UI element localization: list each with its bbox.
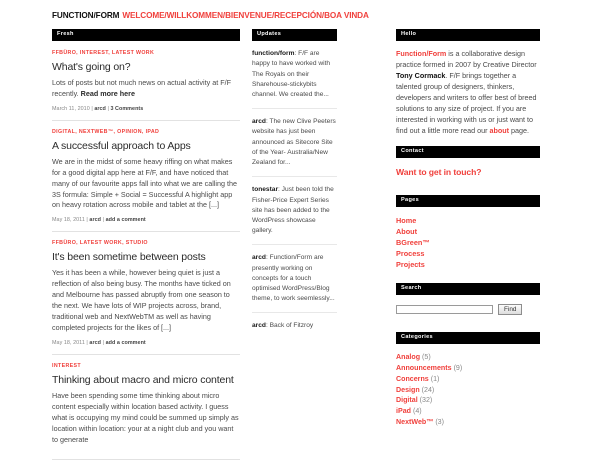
section-header-categories: Categories xyxy=(396,332,540,344)
post-item xyxy=(52,232,240,355)
section-header-search: Search xyxy=(396,283,540,295)
category-item xyxy=(396,363,540,374)
category-count: (32) xyxy=(419,396,433,405)
hello-paragraph xyxy=(396,41,540,137)
category-count: (24) xyxy=(421,385,435,394)
update-item xyxy=(252,313,337,339)
post-meta: May 18, 2011 | arcd | add a comment xyxy=(52,217,146,224)
category-link[interactable]: Concerns xyxy=(396,374,429,383)
post-excerpt: Yes it has been a while, however being quiet is just a reflection of also being busy. The months have ticked on and Melbourne has passed abruptly from one season to the next. We have lots of WIP projects across, brand, traditional web and NextWebTM as well as having completed projects for the likes of [...] xyxy=(52,268,231,332)
read-more-link[interactable]: Read more here xyxy=(80,88,135,98)
search-submit-button[interactable]: Find xyxy=(498,304,522,315)
post-meta: May 18, 2011 | arcd | add a comment xyxy=(52,339,146,346)
post-excerpt-text: Lots of posts but not much news on actual activity at F/F recently. xyxy=(52,77,231,98)
update-author[interactable]: arcd xyxy=(252,254,266,262)
column-fresh xyxy=(52,29,240,460)
hello-brand: Function/Form xyxy=(396,49,447,59)
post-date: May 18, 2011 xyxy=(52,339,85,346)
page-link-home[interactable]: Home xyxy=(396,215,417,225)
about-link[interactable]: about xyxy=(489,125,510,135)
update-item xyxy=(252,41,337,109)
post-date: May 18, 2011 xyxy=(52,217,85,224)
category-count: (5) xyxy=(422,353,431,362)
post-author[interactable]: arcd xyxy=(94,105,106,112)
site-brand[interactable]: FUNCTION/FORM xyxy=(52,11,120,20)
update-text: : Back of Fitzroy xyxy=(265,322,314,330)
sidebar-block-categories xyxy=(396,332,540,428)
category-count: (9) xyxy=(453,364,463,373)
search-input[interactable] xyxy=(396,305,493,314)
post-excerpt: We are in the midst of some heavy riffing on what makes for a good digital app here at F/F, and have noticed that many of our favourite apps fall into what we are calling the 3S formula: Simple + Social = Successful A highlight app on heavy rotation across mobile and tablet at the [...] xyxy=(52,156,237,210)
post-list xyxy=(52,41,240,460)
category-link[interactable]: Announcements xyxy=(396,364,452,373)
post-date: March 11, 2010 xyxy=(52,105,90,112)
page-link-process[interactable]: Process xyxy=(396,249,425,259)
hello-text-3: page. xyxy=(509,125,530,135)
post-meta: March 11, 2010 | arcd | 3 Comments xyxy=(52,105,144,112)
category-item xyxy=(396,374,540,385)
post-author[interactable]: arcd xyxy=(89,339,102,346)
update-text: : Just been told the Fisher-Price Expert Series site has been added to the WordPress showcase gallery. xyxy=(252,186,334,235)
category-item xyxy=(396,385,540,396)
page-link-bgreen[interactable]: BGreen™ xyxy=(396,237,430,247)
sidebar-block-hello xyxy=(396,29,540,137)
post-categories[interactable]: INTEREST xyxy=(52,362,81,369)
contact-headline[interactable]: Want to get in touch? xyxy=(396,166,482,177)
post-title[interactable]: A successful approach to Apps xyxy=(52,139,191,152)
update-author[interactable]: tonestar xyxy=(252,186,279,194)
post-item xyxy=(52,41,240,121)
update-author[interactable]: arcd xyxy=(252,322,266,330)
category-link[interactable]: NextWeb™ xyxy=(396,418,434,427)
category-link[interactable]: Design xyxy=(396,385,420,394)
page-link-about[interactable]: About xyxy=(396,226,418,236)
update-item xyxy=(252,109,337,177)
update-text: : Function/Form are presently working on concepts for a touch optimised WordPress/Blog theme, to work seemlessly... xyxy=(252,254,335,303)
section-header-hello: Hello xyxy=(396,29,540,41)
category-item xyxy=(396,417,540,428)
category-count: (3) xyxy=(435,418,444,427)
masthead xyxy=(0,0,600,29)
post-item xyxy=(52,355,240,460)
section-header-fresh: Fresh xyxy=(52,29,240,41)
update-text: : The new Clive Peeters website has just been announced as Sitecore Site of the Year- Australia/New Zealand for... xyxy=(252,118,336,167)
post-item xyxy=(52,121,240,233)
section-header-contact: Contact xyxy=(396,146,540,158)
search-row xyxy=(396,295,540,323)
page-link-projects[interactable]: Projects xyxy=(396,260,425,270)
update-item xyxy=(252,245,337,313)
column-updates xyxy=(252,29,337,340)
category-item xyxy=(396,406,540,417)
post-categories[interactable]: DIGITAL, NEXTWEB™, OPINION, IPAD xyxy=(52,128,160,135)
update-author[interactable]: arcd xyxy=(252,118,266,126)
category-item xyxy=(396,352,540,363)
category-link[interactable]: Digital xyxy=(396,396,418,405)
update-text: : F/F are happy to have worked with The Royals on their Sharehouse-stickybits channel. We created the... xyxy=(252,50,331,98)
section-header-updates: Updates xyxy=(252,29,337,41)
post-author[interactable]: arcd xyxy=(89,217,102,224)
category-link[interactable]: iPad xyxy=(396,407,411,416)
category-item xyxy=(396,395,540,406)
page-columns xyxy=(0,29,600,444)
post-categories[interactable]: FFBÜRO, INTEREST, LATEST WORK xyxy=(52,50,155,57)
hello-text-2: . F/F brings together a talented group of designers, thinkers, developers and writers to offer best of breed solutions to any size of project. If you are interested in working with us or just want to find out a little more read our xyxy=(396,70,537,135)
update-author[interactable]: function/form xyxy=(252,50,295,58)
categories-list xyxy=(396,344,540,427)
column-sidebar xyxy=(396,29,540,437)
post-title[interactable]: Thinking about macro and micro content xyxy=(52,373,234,386)
pages-list xyxy=(396,207,540,274)
post-categories[interactable]: FFBÜRO, LATEST WORK, STUDIO xyxy=(52,240,148,247)
update-item xyxy=(252,177,337,245)
category-count: (4) xyxy=(412,407,422,416)
category-link[interactable]: Analog xyxy=(396,353,421,362)
post-title[interactable]: What's going on? xyxy=(52,60,131,73)
sidebar-block-search xyxy=(396,283,540,323)
post-comments[interactable]: add a comment xyxy=(105,339,146,346)
sidebar-block-contact xyxy=(396,146,540,186)
category-count: (1) xyxy=(430,374,440,383)
post-comments[interactable]: 3 Comments xyxy=(110,105,144,112)
section-header-pages: Pages xyxy=(396,195,540,207)
post-excerpt: Have been spending some time thinking about micro content especially within location based activity. I guess what is occupying my mind could be summed up simply as location within location: your at a night club and you want to generate xyxy=(52,390,239,444)
post-excerpt xyxy=(52,78,240,100)
site-tagline: WELCOME/WILLKOMMEN/BIENVENUE/RECEPCIÓN/BOA VINDA xyxy=(122,11,369,20)
post-comments[interactable]: add a comment xyxy=(105,217,146,224)
hello-director-name: Tony Cormack xyxy=(396,70,446,80)
hello-text-1: is a collaborative design practice formed in 2007 by Creative Director xyxy=(396,49,537,70)
sidebar-block-pages xyxy=(396,195,540,274)
post-title[interactable]: It's been sometime between posts xyxy=(52,251,206,264)
